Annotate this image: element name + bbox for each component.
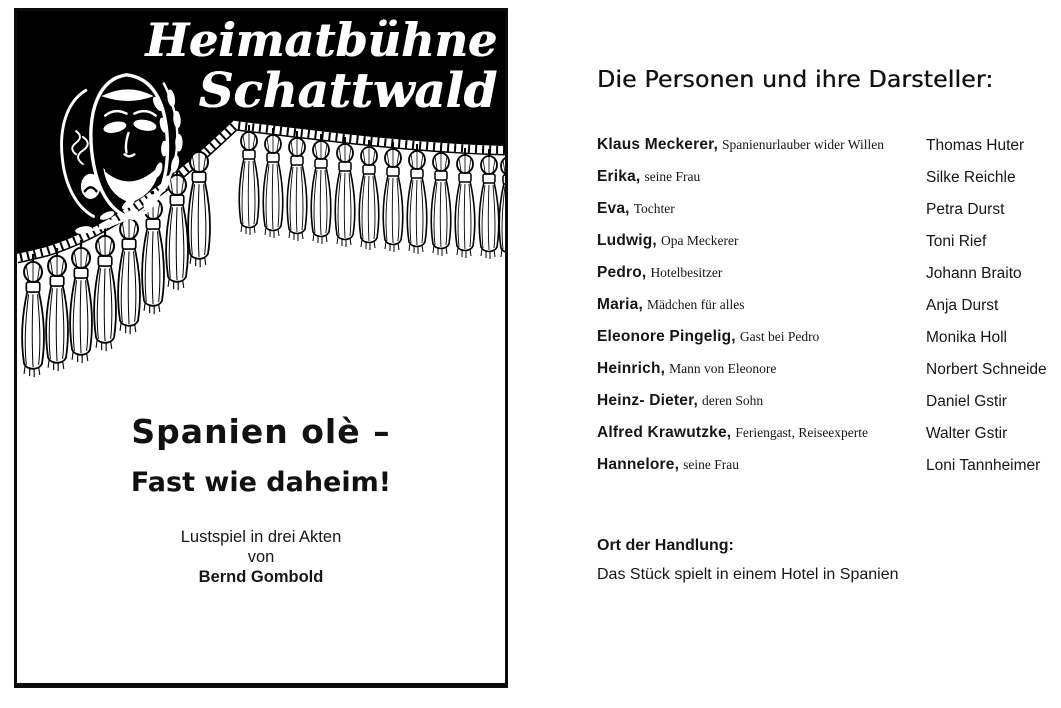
credit-genre: Lustspiel in drei Akten xyxy=(180,528,342,546)
cast-role: Gast bei Pedro xyxy=(739,329,820,344)
credit-author: Bernd Gombold xyxy=(198,568,324,586)
cast-actor: Johann Braito xyxy=(926,265,1022,282)
cast-role: seine Frau xyxy=(683,457,739,472)
title-block xyxy=(17,411,505,587)
cast-role: Mann von Eleonore xyxy=(669,361,777,376)
right-page xyxy=(597,64,1049,585)
cast-actor: Daniel Gstir xyxy=(926,393,1007,410)
cast-row xyxy=(597,136,1049,168)
cast-role: Mädchen für alles xyxy=(647,297,745,312)
location-text: Das Stück spielt in einem Hotel in Spanien xyxy=(597,566,899,583)
cast-row xyxy=(597,296,1049,328)
cast-list xyxy=(597,136,1049,488)
cast-heading: Die Personen und ihre Darsteller: xyxy=(597,65,994,93)
cast-name: Heinrich, xyxy=(597,360,666,377)
cast-actor: Anja Durst xyxy=(926,297,999,314)
left-page xyxy=(14,8,508,688)
cast-name: Heinz- Dieter, xyxy=(597,392,698,409)
cast-name: Eva, xyxy=(597,200,630,217)
play-subtitle: Fast wie daheim! xyxy=(130,467,392,498)
credit-von: von xyxy=(247,548,275,566)
cast-role: Hotelbesitzer xyxy=(650,265,723,280)
cast-role: Spanienurlauber wider Willen xyxy=(722,137,884,152)
cast-row xyxy=(597,200,1049,232)
masthead xyxy=(145,15,497,117)
cast-name: Alfred Krawutzke, xyxy=(597,424,732,441)
cast-row xyxy=(597,328,1049,360)
cast-actor: Toni Rief xyxy=(926,233,987,250)
cast-role: Tochter xyxy=(633,201,675,216)
location-heading: Ort der Handlung: xyxy=(597,537,734,554)
cast-actor: Petra Durst xyxy=(926,201,1005,218)
masthead-line2: Schattwald xyxy=(198,63,497,119)
cast-row xyxy=(597,392,1049,424)
masthead-line1: Heimatbühne xyxy=(145,13,497,67)
cast-row xyxy=(597,168,1049,200)
cast-name: Klaus Meckerer, xyxy=(597,136,719,153)
play-title: Spanien olè – xyxy=(131,412,391,451)
cast-actor: Monika Holl xyxy=(926,329,1007,346)
cast-name: Maria, xyxy=(597,296,643,313)
cast-row xyxy=(597,264,1049,296)
location-block xyxy=(597,536,1049,585)
cast-row xyxy=(597,456,1049,488)
credit-block xyxy=(17,527,505,587)
cast-name: Eleonore Pingelig, xyxy=(597,328,736,345)
cast-row xyxy=(597,232,1049,264)
cast-row xyxy=(597,424,1049,456)
cast-name: Hannelore, xyxy=(597,456,680,473)
cast-actor: Silke Reichle xyxy=(926,169,1016,186)
cast-name: Ludwig, xyxy=(597,232,657,249)
cast-role: Opa Meckerer xyxy=(660,233,739,248)
cast-actor: Walter Gstir xyxy=(926,425,1008,442)
cast-role: Feriengast, Reiseexperte xyxy=(735,425,869,440)
cast-role: deren Sohn xyxy=(702,393,764,408)
cast-row xyxy=(597,360,1049,392)
cast-actor: Loni Tannheimer xyxy=(926,457,1041,474)
cast-actor: Thomas Huter xyxy=(926,137,1025,154)
cast-name: Pedro, xyxy=(597,264,647,281)
cast-role: seine Frau xyxy=(644,169,701,184)
cast-actor: Norbert Schneide xyxy=(926,361,1047,378)
cast-name: Erika, xyxy=(597,168,641,185)
